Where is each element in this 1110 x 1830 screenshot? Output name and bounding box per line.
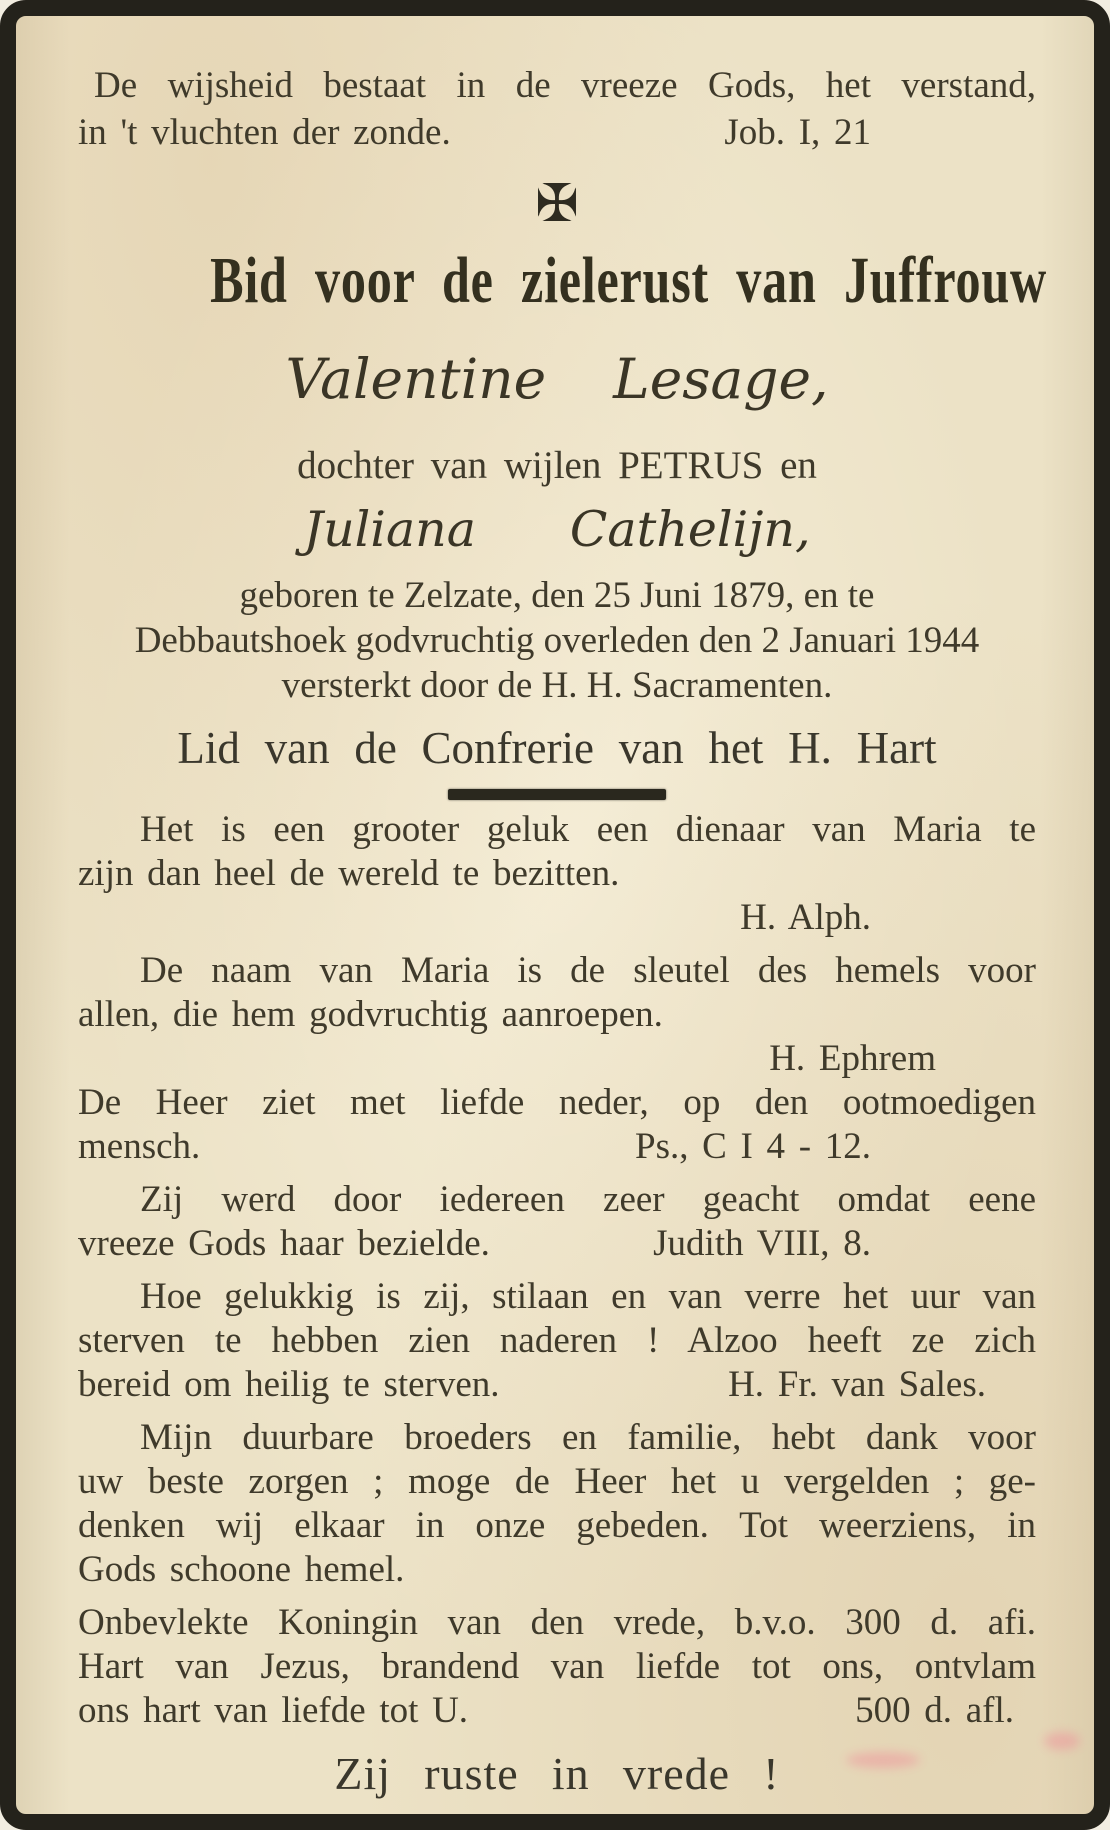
- quote-line: De Heer ziet met liefde neder, op den ootmoedigen: [78, 1082, 1036, 1123]
- quote-line-text: mensch.: [78, 1126, 201, 1167]
- scripture-citation: Job. I, 21: [724, 112, 871, 153]
- epigraph-line-2: [78, 109, 1036, 156]
- quote-line: De naam van Maria is de sleutel des hemels voor: [140, 950, 1036, 991]
- quote-line: [78, 1222, 1036, 1266]
- epigraph: [78, 62, 1036, 156]
- quotes-section: [78, 808, 1036, 1733]
- quote-line-text: vreeze Gods haar bezielde.: [78, 1223, 490, 1264]
- bio-line-death: Debbautshoek godvruchtig overleden den 2 Januari 1944: [134, 620, 980, 661]
- quote-attribution: [78, 1037, 1036, 1081]
- bio-section: [78, 573, 1036, 708]
- quote-line: Gods schoone hemel.: [78, 1549, 405, 1590]
- quote-citation: Ps., C I 4 - 12.: [635, 1126, 871, 1167]
- quote-line: Mijn duurbare broeders en familie, hebt dank voor: [140, 1417, 1036, 1458]
- quote-line-text: bereid om heilig te sterven.: [78, 1364, 500, 1405]
- quote-line: Het is een grooter geluk een dienaar van Maria te: [140, 809, 1036, 850]
- quote-citation: H. Fr. van Sales.: [728, 1364, 986, 1405]
- quote-line: denken wij elkaar in onze gebeden. Tot weerziens, in: [78, 1505, 1036, 1546]
- quote-line: [78, 1689, 1036, 1733]
- parents-line: dochter van wijlen PETRUS en: [297, 444, 817, 487]
- epigraph-line-1: De wijsheid bestaat in de vreeze Gods, het verstand,: [94, 65, 1036, 106]
- quote-line: [78, 1125, 1036, 1169]
- quote-line: Onbevlekte Koningin van den vrede, b.v.o. 300 d. afi.: [78, 1602, 1036, 1643]
- page-title: Bid voor de zielerust van Juffrouw: [210, 244, 1047, 317]
- membership-line: Lid van de Confrerie van het H. Hart: [177, 723, 937, 773]
- quote-line: zijn dan heel de wereld te bezitten.: [78, 853, 620, 894]
- quote-line: uw beste zorgen ; moge de Heer het u vergelden ; ge-: [78, 1461, 1036, 1502]
- pink-stain: [846, 1752, 920, 1768]
- quote-attribution: [78, 896, 1036, 940]
- quote-line: Hoe gelukkig is zij, stilaan en van verre het uur van: [140, 1276, 1036, 1317]
- epigraph-line-2-text: in 't vluchten der zonde.: [78, 112, 451, 153]
- quote-citation: H. Alph.: [740, 897, 871, 938]
- bio-line-sacraments: versterkt door de H. H. Sacramenten.: [281, 665, 833, 706]
- closing-line: Zij ruste in vrede !: [334, 1748, 780, 1799]
- quote-line-text: ons hart van liefde tot U.: [78, 1690, 469, 1731]
- mother-name: Juliana Cathelijn,: [303, 501, 811, 558]
- maltese-cross-icon: ✠: [535, 174, 579, 234]
- quote-line: [78, 1363, 1036, 1407]
- quote-line: sterven te hebben zien naderen ! Alzoo heeft ze zich: [78, 1320, 1036, 1361]
- quote-citation: H. Ephrem: [769, 1038, 936, 1079]
- bio-line-birth: geboren te Zelzate, den 25 Juni 1879, en te: [239, 575, 875, 616]
- quote-line: Zij werd door iedereen zeer geacht omdat eene: [140, 1179, 1036, 1220]
- quote-line: Hart van Jezus, brandend van liefde tot ons, ontvlam: [78, 1646, 1036, 1687]
- quote-citation: 500 d. afl.: [855, 1690, 1014, 1731]
- quote-line: allen, die hem godvruchtig aanroepen.: [78, 994, 663, 1035]
- divider-rule: [448, 789, 666, 800]
- quote-citation: Judith VIII, 8.: [653, 1223, 871, 1264]
- deceased-name: Valentine Lesage,: [285, 347, 829, 411]
- pink-stain: [1044, 1732, 1080, 1750]
